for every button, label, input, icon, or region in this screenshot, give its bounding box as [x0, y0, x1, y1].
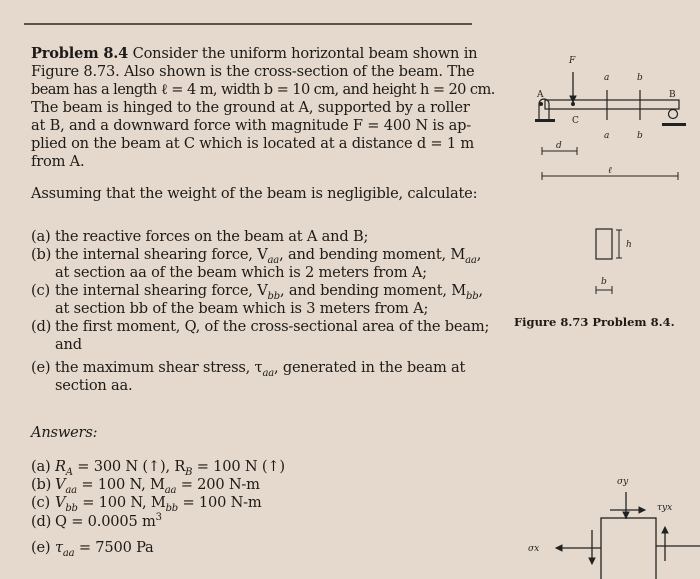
part-e-cont: section aa. [55, 377, 133, 394]
answer-label: (a) [31, 458, 51, 475]
answer-text: R [55, 458, 66, 475]
part-text: the first moment, Q, of the cross-sectional area of the beam; [55, 318, 490, 335]
subscript: aa [164, 484, 177, 496]
label-b: B [669, 90, 676, 100]
text-line: beam has a length ℓ = 4 m, width b = 10 cm, and height h = 20 cm. [31, 81, 495, 98]
subscript: aa [267, 254, 280, 266]
roller-b [669, 110, 678, 119]
problem-heading: Problem 8.4 [31, 45, 129, 62]
element-square [601, 518, 656, 579]
stress-arrows [556, 492, 700, 563]
text-line: at B, and a downward force with magnitude F = 400 N is ap- [31, 117, 472, 134]
subscript: bb [165, 502, 179, 514]
part-d-cont: and [55, 336, 82, 353]
subscript: aa [65, 484, 77, 496]
answer-label: (e) [31, 539, 51, 556]
label-h: h [626, 240, 632, 250]
label-f: F [569, 56, 576, 66]
label-a: A [537, 90, 544, 100]
part-text: , and bending moment, M [279, 246, 466, 263]
beam-diagram [535, 56, 686, 180]
label-sigma-x: σx [528, 544, 540, 554]
part-text: , [476, 246, 482, 263]
subscript: aa [262, 367, 274, 379]
text-line: Consider the uniform horizontal beam shown in [132, 45, 478, 62]
answer-label: (c) [31, 494, 50, 511]
subscript: aa [62, 547, 75, 559]
label-l: ℓ [608, 166, 612, 176]
part-label: (d) [31, 318, 52, 335]
label-section-b-bottom: b [637, 131, 643, 141]
subscript: B [185, 466, 193, 478]
subscript: bb [267, 290, 280, 302]
answer-text: = 7500 Pa [74, 539, 154, 556]
part-label: (b) [31, 246, 52, 263]
part-text: the reactive forces on the beam at A and B; [55, 228, 369, 245]
ground-b [662, 124, 686, 125]
dim-bw [596, 286, 612, 294]
answer-label: (b) [31, 476, 52, 493]
force-arrowhead [570, 96, 576, 102]
part-label: (a) [31, 228, 51, 245]
answers-heading: Answers: [31, 424, 98, 441]
stress-element [528, 477, 700, 579]
part-label: (c) [31, 282, 50, 299]
part-text: , [478, 282, 483, 299]
text-line: The beam is hinged to the ground at A, supported by a roller [31, 99, 470, 116]
label-sigma-y: σy [617, 477, 629, 487]
label-section-b-top: b [637, 73, 643, 83]
section-lines [607, 90, 640, 120]
label-tau-yx: τyx [657, 503, 673, 513]
point-c [572, 103, 575, 106]
section-rect [596, 229, 612, 259]
subscript: bb [466, 290, 479, 302]
subscript: aa [465, 254, 477, 266]
part-text: the internal shearing force, V [55, 282, 268, 299]
pin-a [540, 103, 543, 106]
beam [545, 100, 679, 109]
label-width: b [601, 277, 607, 287]
arrowheads [556, 507, 668, 564]
label-section-a-bottom: a [604, 131, 610, 141]
figure-caption: Figure 8.73 Problem 8.4. [514, 315, 675, 329]
answer-text: = 200 N-m [176, 476, 260, 493]
part-b-cont: at section aa of the beam which is 2 meters from A; [55, 264, 427, 281]
answer-text: V [55, 476, 66, 493]
superscript: 3 [155, 512, 162, 523]
dim-h [616, 230, 622, 258]
answer-text: τ [55, 539, 63, 556]
part-text: , generated in the beam at [273, 359, 466, 376]
assume-line: Assuming that the weight of the beam is negligible, calculate: [31, 185, 478, 202]
label-section-a-top: a [604, 73, 610, 83]
part-text: the internal shearing force, V [55, 246, 268, 263]
cross-section [596, 229, 632, 294]
answer-label: (d) [31, 512, 52, 530]
part-text: the maximum shear stress, τ [55, 359, 263, 376]
answer-text: Q = 0.0005 m [55, 512, 156, 530]
answer-text: = 300 N (↑), R [72, 458, 186, 475]
subscript: bb [65, 502, 78, 514]
label-c: C [572, 116, 579, 126]
part-c-cont: at section bb of the beam which is 3 meters from A; [55, 300, 429, 317]
text-line: plied on the beam at C which is located at a distance d = 1 m [31, 135, 475, 152]
subscript: A [65, 466, 73, 478]
label-d: d [556, 141, 562, 151]
answer-text: = 100 N, M [77, 494, 166, 511]
answer-text: = 100 N (↑) [192, 458, 285, 475]
text-line: from A. [31, 153, 85, 170]
answer-text: = 100 N, M [76, 476, 165, 493]
part-label: (e) [31, 359, 51, 376]
ground-a [535, 120, 555, 121]
answer-text: V [55, 494, 66, 511]
part-text: , and bending moment, M [279, 282, 467, 299]
text-line: Figure 8.73. Also shown is the cross-section of the beam. The [31, 63, 475, 80]
answer-text: = 100 N-m [178, 494, 262, 511]
